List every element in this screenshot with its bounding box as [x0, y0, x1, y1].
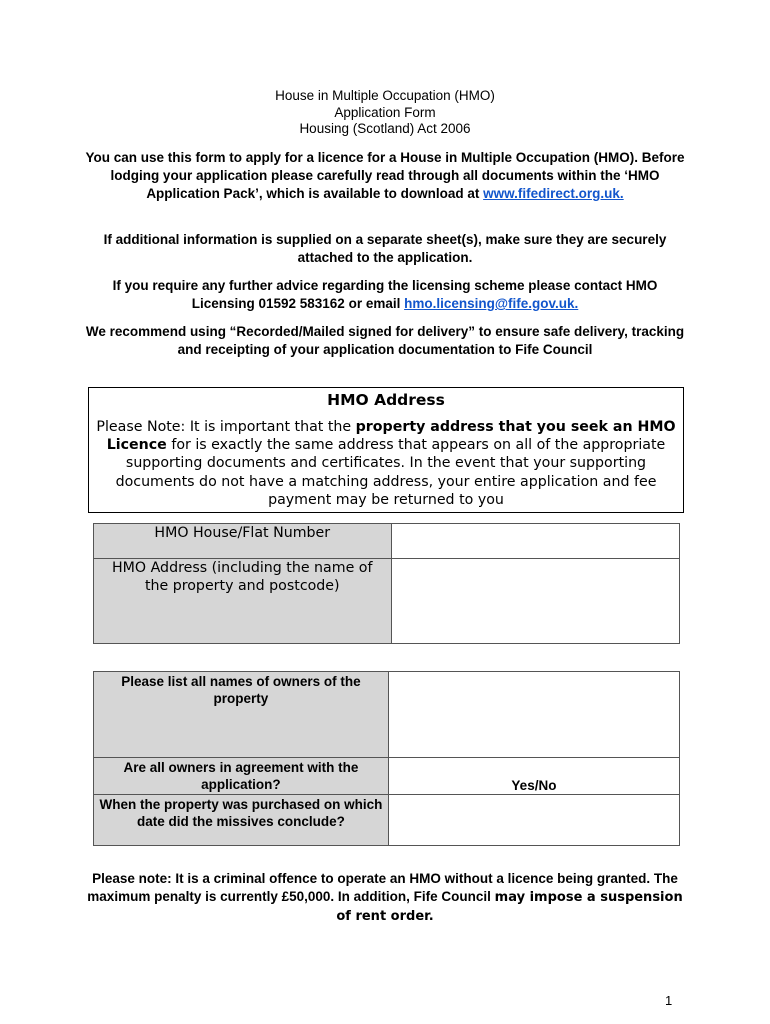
fifedirect-link[interactable]: www.fifedirect.org.uk.: [483, 186, 624, 201]
owners-table: [93, 671, 680, 846]
note-emphasis: property address that you seek an HMO Licence: [106, 419, 676, 454]
additional-info-paragraph: If additional information is supplied on a separate sheet(s), make sure they are securely attached to the application.: [103, 232, 667, 265]
email-link[interactable]: hmo.licensing@fife.gov.uk.: [404, 296, 579, 311]
hmo-address-note: [95, 418, 677, 509]
penalty-note: [85, 870, 685, 926]
address-input[interactable]: [391, 559, 679, 644]
table-row: [94, 758, 680, 795]
intro-text: You can use this form to apply for a licence for a House in Multiple Occupation (HMO). Before lodging your application please carefully read through all documents within the ‘HMO Application Pack’, which is available to download at: [85, 150, 685, 201]
header-title: House in Multiple Occupation (HMO): [275, 88, 495, 103]
page-number: 1: [665, 993, 673, 1008]
table-row: [94, 524, 680, 559]
address-table: [93, 523, 680, 644]
hmo-address-title: HMO Address: [327, 391, 445, 409]
note-suffix: for is exactly the same address that appears on all of the appropriate supporting documents and certificates. In the event that your supporting documents do not have a matching address, your entire application and fee payment may be returned to you: [115, 437, 666, 508]
address-label: HMO Address (including the name of the property and postcode): [94, 559, 392, 644]
advice-paragraph: [85, 277, 685, 313]
missives-date-input[interactable]: [388, 795, 679, 846]
owners-agreement-label: Are all owners in agreement with the application?: [94, 758, 389, 795]
owners-names-input[interactable]: [388, 672, 679, 758]
penalty-text: Please note: It is a criminal offence to operate an HMO without a licence being granted. The maximum penalty is currently £50,000. In addition, Fife Council: [87, 871, 678, 904]
owners-names-label: Please list all names of owners of the property: [94, 672, 389, 758]
header-act: Housing (Scotland) Act 2006: [299, 121, 471, 136]
recommend-paragraph: We recommend using “Recorded/Mailed signed for delivery” to ensure safe delivery, tracking and receipting of your application documentation to Fife Council: [85, 324, 685, 357]
hmo-address-box: [88, 387, 684, 513]
house-number-input[interactable]: [391, 524, 679, 559]
advice-text: If you require any further advice regarding the licensing scheme please contact HMO Licensing 01592 583162 or email: [112, 278, 658, 311]
table-row: [94, 559, 680, 644]
table-row: [94, 672, 680, 758]
house-number-label: HMO House/Flat Number: [94, 524, 392, 559]
form-header: [0, 88, 770, 138]
owners-agreement-input[interactable]: Yes/No: [388, 758, 679, 795]
missives-date-label: When the property was purchased on which date did the missives conclude?: [94, 795, 389, 846]
intro-paragraph: [85, 149, 685, 203]
penalty-tail: may impose a suspension of rent order.: [336, 890, 683, 924]
table-row: [94, 795, 680, 846]
header-subtitle: Application Form: [334, 104, 436, 120]
note-prefix: Please Note: It is important that the: [96, 419, 356, 435]
